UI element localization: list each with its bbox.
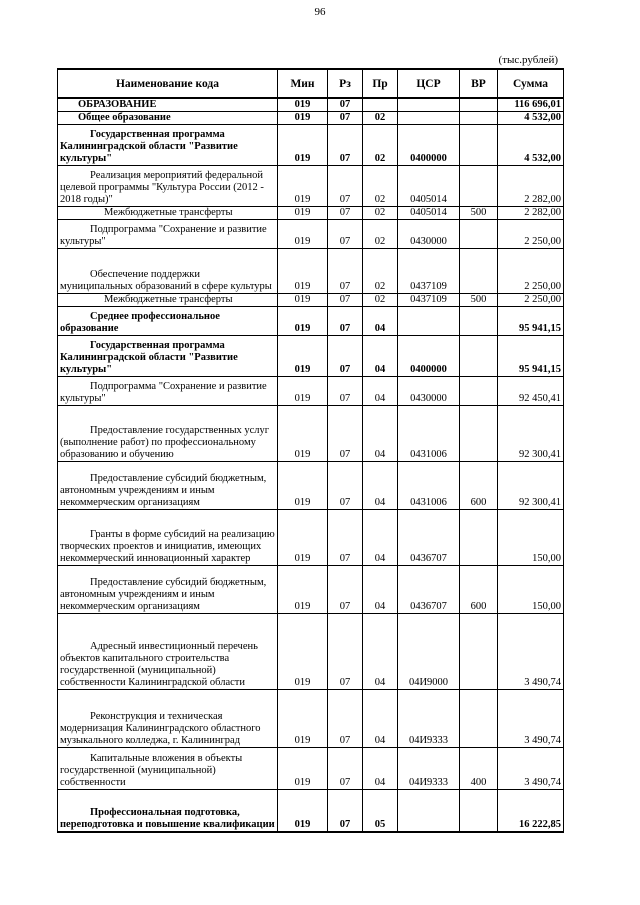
table-row [58,166,564,207]
cell-min: 019 [278,307,328,336]
cell-min: 019 [278,510,328,566]
cell-name: Предоставление субсидий бюджетным, автономным учреждениям и иным некоммерческим организациям [58,566,278,614]
cell-sum: 150,00 [498,566,564,614]
cell-sum: 4 532,00 [498,112,564,125]
cell-min: 019 [278,249,328,294]
header-sum: Сумма [498,69,564,98]
cell-sum: 3 490,74 [498,748,564,790]
cell-name: Среднее профессиональное образование [58,307,278,336]
table-row [58,125,564,166]
cell-pr: 04 [363,307,398,336]
cell-min: 019 [278,690,328,748]
cell-sum: 92 450,41 [498,377,564,406]
cell-sum: 2 282,00 [498,207,564,220]
table-row [58,614,564,690]
cell-vr [460,166,498,207]
cell-sum: 95 941,15 [498,307,564,336]
cell-pr: 02 [363,207,398,220]
table-row [58,790,564,832]
cell-min: 019 [278,406,328,462]
cell-rz: 07 [328,249,363,294]
cell-min: 019 [278,614,328,690]
cell-csr [398,307,460,336]
cell-vr [460,690,498,748]
cell-csr: 0431006 [398,406,460,462]
cell-rz: 07 [328,336,363,377]
cell-vr [460,614,498,690]
cell-csr [398,790,460,832]
cell-rz: 07 [328,790,363,832]
cell-name: Общее образование [58,112,278,125]
cell-pr: 02 [363,112,398,125]
cell-pr: 05 [363,790,398,832]
cell-vr: 500 [460,294,498,307]
cell-pr: 04 [363,614,398,690]
cell-csr: 04И9000 [398,614,460,690]
table-row [58,336,564,377]
cell-min: 019 [278,125,328,166]
cell-rz: 07 [328,748,363,790]
cell-sum: 3 490,74 [498,614,564,690]
cell-name: Предоставление государственных услуг (выполнение работ) по профессиональному образованию и обучению [58,406,278,462]
cell-pr: 04 [363,406,398,462]
units-label: (тыс.рублей) [498,54,558,66]
table-row [58,748,564,790]
cell-pr: 04 [363,748,398,790]
cell-sum: 2 250,00 [498,220,564,249]
cell-min: 019 [278,790,328,832]
cell-rz: 07 [328,690,363,748]
cell-vr: 500 [460,207,498,220]
cell-csr: 0437109 [398,294,460,307]
table-row [58,112,564,125]
cell-csr: 0400000 [398,336,460,377]
cell-rz: 07 [328,510,363,566]
cell-vr: 600 [460,566,498,614]
cell-name: Обеспечение поддержки муниципальных образований в сфере культуры [58,249,278,294]
header-rz: Рз [328,69,363,98]
budget-table [57,68,564,833]
cell-rz: 07 [328,377,363,406]
cell-min: 019 [278,112,328,125]
cell-sum: 2 282,00 [498,166,564,207]
cell-rz: 07 [328,166,363,207]
cell-vr [460,307,498,336]
cell-name: ОБРАЗОВАНИЕ [58,98,278,112]
cell-vr [460,510,498,566]
cell-pr: 02 [363,294,398,307]
cell-csr [398,112,460,125]
cell-csr: 0430000 [398,377,460,406]
cell-vr [460,336,498,377]
cell-rz: 07 [328,614,363,690]
table-row [58,690,564,748]
cell-vr: 600 [460,462,498,510]
cell-csr: 0405014 [398,166,460,207]
cell-vr [460,249,498,294]
cell-csr: 0436707 [398,566,460,614]
cell-rz: 07 [328,566,363,614]
table-row [58,98,564,112]
cell-pr: 02 [363,249,398,294]
cell-pr: 04 [363,377,398,406]
cell-vr: 400 [460,748,498,790]
cell-name: Предоставление субсидий бюджетным, автономным учреждениям и иным некоммерческим организациям [58,462,278,510]
table-row [58,294,564,307]
cell-sum: 4 532,00 [498,125,564,166]
header-name: Наименование кода [58,69,278,98]
page-number: 96 [314,6,326,18]
cell-name: Капитальные вложения в объекты государственной (муниципальной) собственности [58,748,278,790]
header-pr: Пр [363,69,398,98]
table-header-row [58,69,564,98]
cell-vr [460,220,498,249]
table-row [58,566,564,614]
cell-vr [460,125,498,166]
cell-vr [460,406,498,462]
cell-rz: 07 [328,112,363,125]
cell-sum: 3 490,74 [498,690,564,748]
cell-name: Профессиональная подготовка, переподготовка и повышение квалификации [58,790,278,832]
cell-min: 019 [278,462,328,510]
cell-name: Межбюджетные трансферты [58,207,278,220]
cell-rz: 07 [328,462,363,510]
cell-pr: 04 [363,462,398,510]
cell-rz: 07 [328,406,363,462]
cell-name: Подпрограмма "Сохранение и развитие культуры" [58,220,278,249]
cell-csr: 04И9333 [398,690,460,748]
cell-rz: 07 [328,125,363,166]
header-csr: ЦСР [398,69,460,98]
table-row [58,510,564,566]
cell-min: 019 [278,166,328,207]
cell-name: Гранты в форме субсидий на реализацию творческих проектов и инициатив, имеющих некоммерческий инновационный характер [58,510,278,566]
cell-csr: 0400000 [398,125,460,166]
cell-pr: 02 [363,220,398,249]
cell-sum: 16 222,85 [498,790,564,832]
cell-name: Адресный инвестиционный перечень объектов капитального строительства государственной (муниципальной) собственности Калининградской области [58,614,278,690]
cell-pr: 04 [363,566,398,614]
cell-pr: 04 [363,510,398,566]
table-row [58,249,564,294]
cell-csr: 04И9333 [398,748,460,790]
cell-rz: 07 [328,220,363,249]
cell-min: 019 [278,98,328,112]
cell-pr: 04 [363,336,398,377]
cell-name: Реализация мероприятий федеральной целевой программы "Культура России (2012 - 2018 годы)" [58,166,278,207]
cell-name: Подпрограмма "Сохранение и развитие культуры" [58,377,278,406]
cell-csr [398,98,460,112]
cell-sum: 92 300,41 [498,462,564,510]
cell-vr [460,112,498,125]
table-row [58,220,564,249]
table-row [58,207,564,220]
cell-pr: 02 [363,125,398,166]
cell-vr [460,790,498,832]
table-row [58,377,564,406]
cell-sum: 2 250,00 [498,294,564,307]
cell-min: 019 [278,748,328,790]
table-body [58,98,564,832]
cell-csr: 0405014 [398,207,460,220]
cell-rz: 07 [328,294,363,307]
cell-sum: 92 300,41 [498,406,564,462]
cell-pr [363,98,398,112]
header-vr: ВР [460,69,498,98]
cell-rz: 07 [328,307,363,336]
cell-sum: 116 696,01 [498,98,564,112]
cell-min: 019 [278,294,328,307]
cell-sum: 150,00 [498,510,564,566]
table-row [58,307,564,336]
cell-sum: 95 941,15 [498,336,564,377]
cell-name: Государственная программа Калининградской области "Развитие культуры" [58,125,278,166]
cell-min: 019 [278,207,328,220]
cell-name: Реконструкция и техническая модернизация Калининградского областного музыкального колледжа, г. Калининград [58,690,278,748]
cell-min: 019 [278,336,328,377]
cell-min: 019 [278,377,328,406]
cell-csr: 0430000 [398,220,460,249]
cell-pr: 04 [363,690,398,748]
cell-rz: 07 [328,207,363,220]
table-row [58,406,564,462]
cell-rz: 07 [328,98,363,112]
cell-csr: 0436707 [398,510,460,566]
cell-vr [460,98,498,112]
cell-csr: 0431006 [398,462,460,510]
cell-pr: 02 [363,166,398,207]
header-min: Мин [278,69,328,98]
cell-sum: 2 250,00 [498,249,564,294]
cell-vr [460,377,498,406]
table-row [58,462,564,510]
cell-csr: 0437109 [398,249,460,294]
cell-min: 019 [278,566,328,614]
cell-name: Государственная программа Калининградской области "Развитие культуры" [58,336,278,377]
cell-min: 019 [278,220,328,249]
cell-name: Межбюджетные трансферты [58,294,278,307]
